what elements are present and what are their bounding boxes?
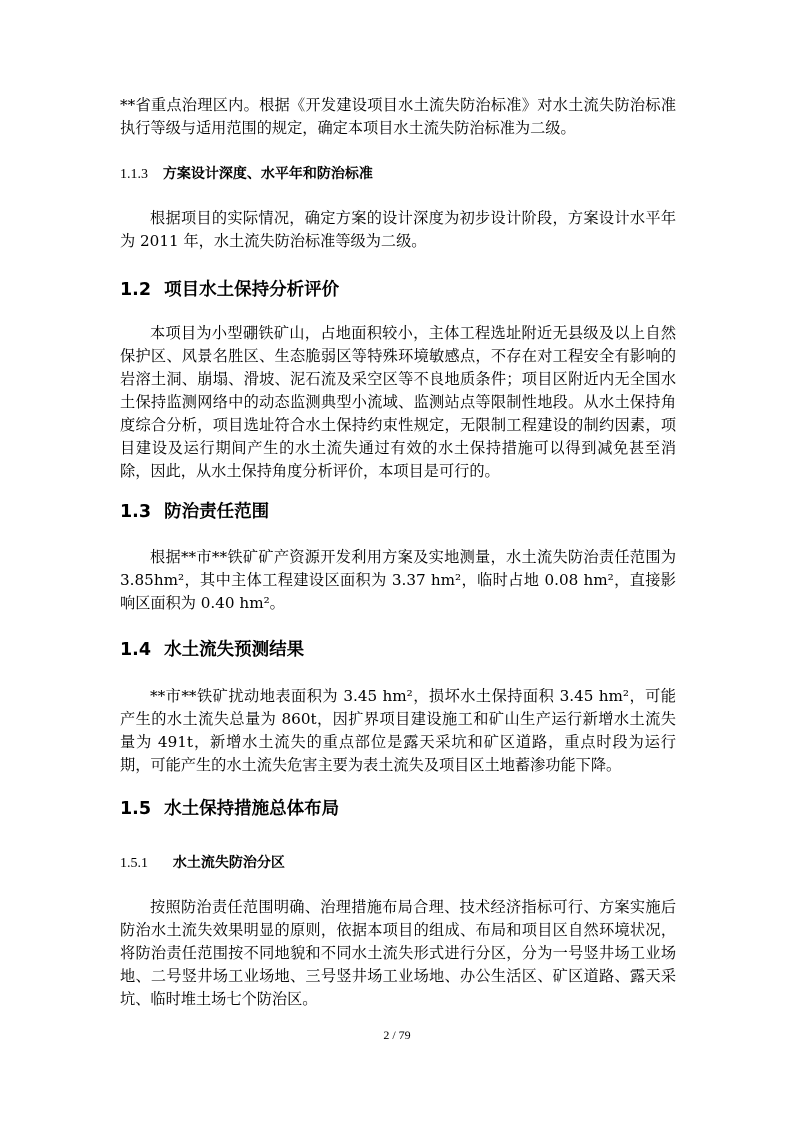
heading-1-4	[120, 638, 304, 662]
heading-title: 水土流失防治分区	[172, 855, 285, 871]
paragraph-1-2: 本项目为小型硼铁矿山，占地面积较小，主体工程选址附近无县级及以上自然保护区、风景名胜区、生态脆弱区等特殊环境敏感点，不存在对工程安全有影响的岩溶土洞、崩塌、滑坡、泥石流及采空区等不良地质条件；项目区附近内无全国水土保持监测网络中的动态监测典型小流域、监测站点等限制性地段。从水土保持角度综合分析，项目选址符合水土保持约束性规定，无限制工程建设的制约因素，项目建设及运行期间产生的水土流失通过有效的水土保持措施可以得到减免甚至消除，因此，从水土保持角度分析评价，本项目是可行的。	[120, 324, 676, 480]
heading-number: 1.5.1	[120, 856, 148, 871]
paragraph-1-5-1: 按照防治责任范围明确、治理措施布局合理、技术经济指标可行、方案实施后防治水土流失效果明显的原则，依据本项目的组成、布局和项目区自然环境状况，将防治责任范围按不同地貌和不同水土流失形式进行分区，分为一号竖井场工业场地、二号竖井场工业场地、三号竖井场工业场地、办公生活区、矿区道路、露天采坑、临时堆土场七个防治区。	[120, 898, 676, 1008]
heading-title: 方案设计深度、水平年和防治标准	[162, 166, 373, 182]
heading-number: 1.4	[120, 640, 152, 660]
heading-1-3	[120, 500, 269, 524]
heading-title: 水土保持措施总体布局	[164, 799, 340, 819]
heading-1-2	[120, 278, 339, 302]
paragraph-1-3: 根据**市**铁矿矿产资源开发利用方案及实地测量，水土流失防治责任范围为 3.85hm²，其中主体工程建设区面积为 3.37 hm²，临时占地 0.08 hm²，直接影响区面积为 0.40 hm²。	[120, 548, 676, 612]
page-number: 2 / 79	[383, 1028, 411, 1042]
paragraph-1-4: **市**铁矿扰动地表面积为 3.45 hm²，损坏水土保持面积 3.45 hm²，可能产生的水土流失总量为 860t，因扩界项目建设施工和矿山生产运行新增水土流失量为 491t，新增水土流失的重点部位是露天采坑和矿区道路，重点时段为运行期，可能产生的水土流失危害主要为表土流失及项目区土地蓄渗功能下降。	[120, 687, 676, 774]
heading-number: 1.5	[120, 799, 152, 819]
heading-title: 防治责任范围	[164, 502, 270, 522]
heading-number: 1.3	[120, 502, 152, 522]
heading-1-5-1	[120, 853, 285, 874]
heading-title: 项目水土保持分析评价	[164, 280, 340, 300]
heading-title: 水土流失预测结果	[164, 640, 305, 660]
heading-1-1-3	[120, 164, 373, 185]
heading-number: 1.2	[120, 280, 152, 300]
heading-number: 1.1.3	[120, 167, 148, 182]
heading-1-5	[120, 797, 339, 821]
intro-paragraph: **省重点治理区内。根据《开发建设项目水土流失防治标准》对水土流失防治标准执行等级与适用范围的规定，确定本项目水土流失防治标准为二级。	[120, 96, 676, 137]
paragraph-1-1-3: 根据项目的实际情况，确定方案的设计深度为初步设计阶段，方案设计水平年为 2011 年，水土流失防治标准等级为二级。	[120, 209, 676, 250]
